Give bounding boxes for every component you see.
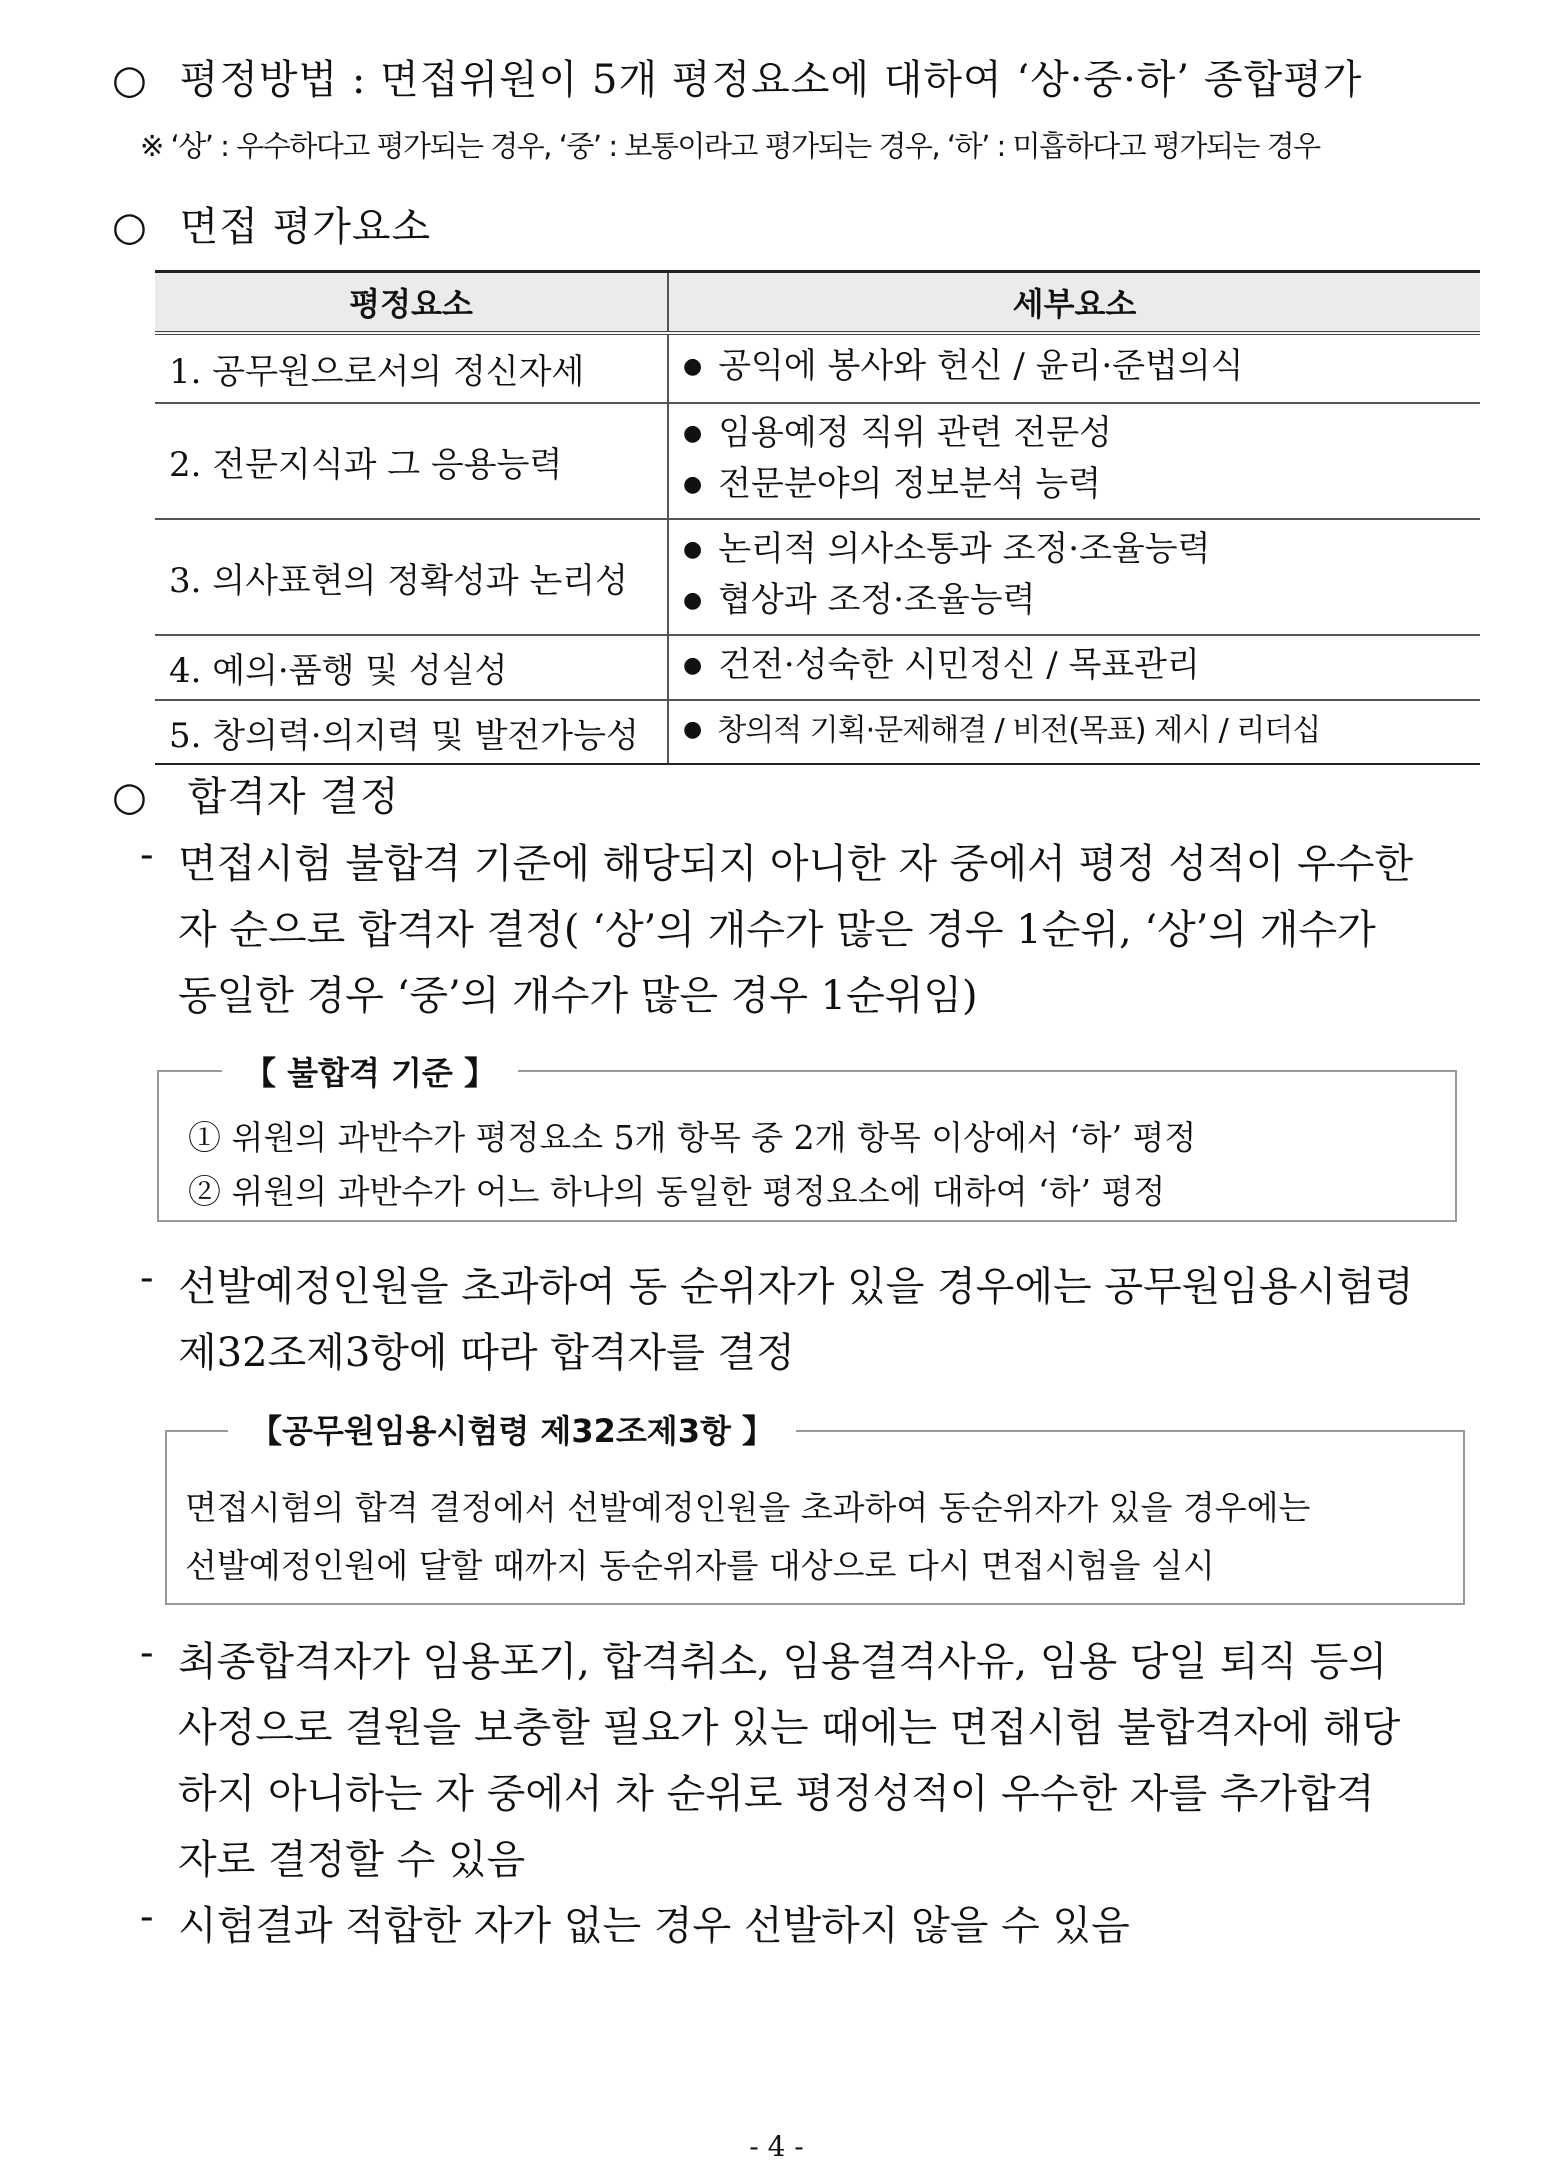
element-cell: 1. 공무원으로서의 정신자세 (155, 333, 668, 403)
table-row (155, 333, 1480, 403)
law-box-title: 【공무원임용시험령 제32조제3항 】 (228, 1406, 796, 1452)
grade-note: ※ ‘상’ : 우수하다고 평가되는 경우, ‘중’ : 보통이라고 평가되는 경우, ‘하’ : 미흡하다고 평가되는 경우 (140, 129, 1320, 163)
detail-item: ● 건전·성숙한 시민정신 / 목표관리 (683, 642, 1466, 693)
elements-heading: 면접 평가요소 (179, 204, 432, 250)
detail-item: ● 창의적 기획·문제해결 / 비전(목표) 제시 / 리더십 (683, 708, 1466, 757)
detail-item: ● 전문분야의 정보분석 능력 (683, 461, 1466, 512)
item3-line: 사정으로 결원을 보충할 필요가 있는 때에는 면접시험 불합격자에 해당 (178, 1705, 1401, 1751)
item2-line: 선발예정인원을 초과하여 동 순위자가 있을 경우에는 공무원임용시험령 (178, 1264, 1414, 1310)
dash-bullet: - (140, 1255, 154, 1301)
element-cell: 2. 전문지식과 그 응용능력 (155, 403, 668, 519)
detail-item: ● 공익에 봉사와 헌신 / 윤리·준법의식 (683, 343, 1466, 394)
item3-line: 하지 아니하는 자 중에서 차 순위로 평정성적이 우수한 자를 추가합격 (178, 1771, 1375, 1817)
element-cell: 3. 의사표현의 정확성과 논리성 (155, 519, 668, 635)
details-cell (668, 519, 1480, 635)
details-cell (668, 700, 1480, 764)
dash-bullet: - (140, 1894, 154, 1940)
fail-criteria-item: ② 위원의 과반수가 어느 하나의 동일한 평정요소에 대하여 ‘하’ 평정 (188, 1172, 1166, 1211)
table-row (155, 519, 1480, 635)
table-row (155, 403, 1480, 519)
method-text: 평정방법 : 면접위원이 5개 평정요소에 대하여 ‘상·중·하’ 종합평가 (179, 57, 1363, 103)
header-element: 평정요소 (155, 272, 668, 334)
details-cell (668, 403, 1480, 519)
fail-criteria-title: 【 불합격 기준 】 (222, 1048, 518, 1094)
element-cell: 4. 예의·품행 및 성실성 (155, 635, 668, 700)
header-details: 세부요소 (668, 272, 1480, 334)
item4-line: 시험결과 적합한 자가 없는 경우 선발하지 않을 수 있음 (178, 1903, 1130, 1949)
law-box-line: 선발예정인원에 달할 때까지 동순위자를 대상으로 다시 면접시험을 실시 (185, 1546, 1215, 1585)
decision-heading-line (112, 765, 400, 822)
item3-line: 자로 결정할 수 있음 (178, 1837, 526, 1883)
decision-heading: 합격자 결정 (187, 774, 400, 820)
criteria-table (155, 270, 1480, 765)
item1-line: 동일한 경우 ‘중’의 개수가 많은 경우 1순위임) (178, 973, 978, 1019)
page-number: - 4 - (749, 2130, 804, 2163)
element-cell: 5. 창의력·의지력 및 발전가능성 (155, 700, 668, 764)
circle-bullet-icon: ○ (112, 774, 148, 820)
dash-bullet: - (140, 832, 154, 878)
item2-line: 제32조제3항에 따라 합격자를 결정 (178, 1330, 795, 1376)
detail-item: ● 논리적 의사소통과 조정·조율능력 (683, 526, 1466, 577)
detail-item: ● 임용예정 직위 관련 전문성 (683, 410, 1466, 461)
fail-criteria-item: ① 위원의 과반수가 평정요소 5개 항목 중 2개 항목 이상에서 ‘하’ 평정 (188, 1118, 1197, 1157)
item1-line: 면접시험 불합격 기준에 해당되지 아니한 자 중에서 평정 성적이 우수한 (178, 841, 1413, 887)
law-box-line: 면접시험의 합격 결정에서 선발예정인원을 초과하여 동순위자가 있을 경우에는 (185, 1488, 1311, 1527)
elements-heading-line (112, 195, 431, 252)
detail-item: ● 협상과 조정·조율능력 (683, 577, 1466, 628)
circle-bullet-icon: ○ (112, 57, 148, 103)
table-row (155, 635, 1480, 700)
item3-line: 최종합격자가 임용포기, 합격취소, 임용결격사유, 임용 당일 퇴직 등의 (178, 1639, 1388, 1685)
details-cell (668, 333, 1480, 403)
item1-line: 자 순으로 합격자 결정( ‘상’의 개수가 많은 경우 1순위, ‘상’의 개수가 (178, 907, 1376, 953)
table-row (155, 700, 1480, 764)
details-cell (668, 635, 1480, 700)
dash-bullet: - (140, 1630, 154, 1676)
table-header-row (155, 272, 1480, 334)
circle-bullet-icon: ○ (112, 204, 148, 250)
method-line (112, 48, 1362, 105)
